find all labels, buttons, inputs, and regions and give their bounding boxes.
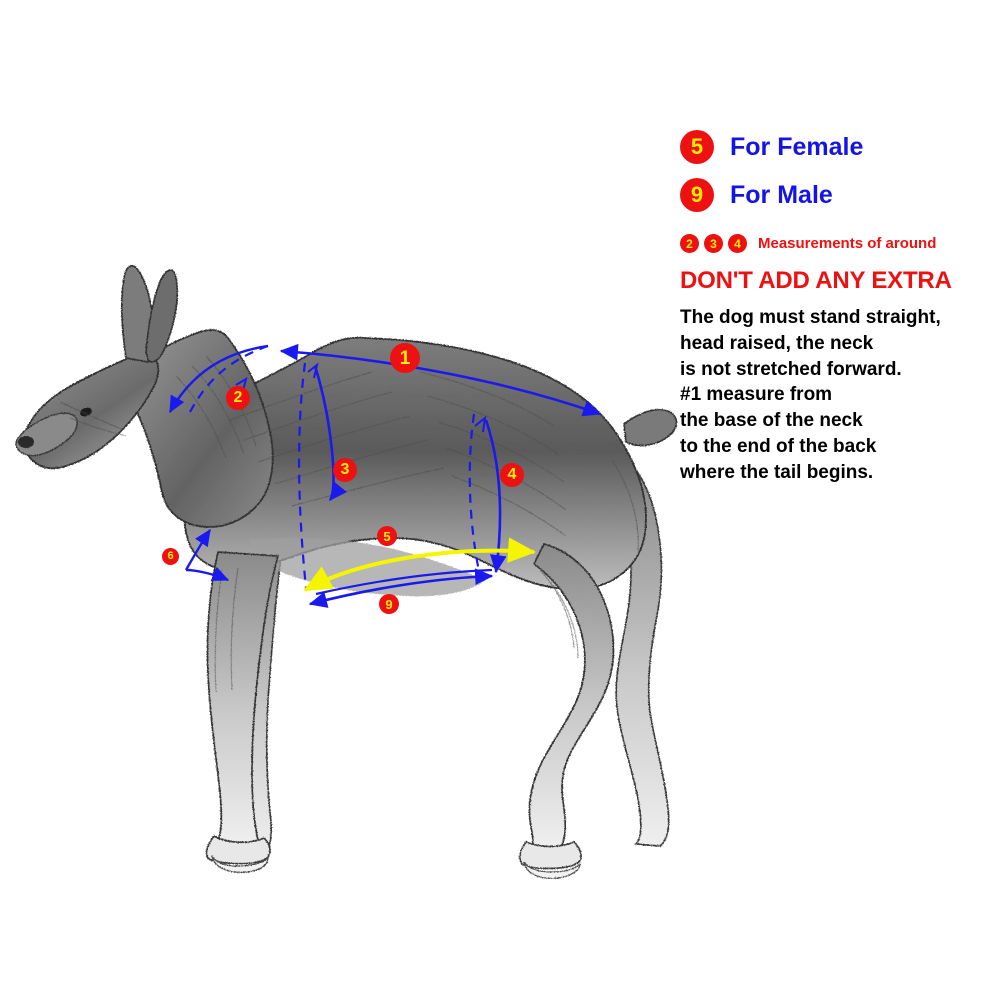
legend-item-male [680,178,1000,212]
note-line-1: The dog must stand straight, [680,307,941,328]
note-line-4: #1 measure from [680,384,833,406]
marker-5: 5 [377,526,397,546]
marker-6: 6 [162,548,179,565]
note-line-3: is not stretched forward. [680,358,902,380]
dog-illustration [0,140,760,880]
legend-item-female [680,130,1000,164]
legend-item-around [680,234,1000,253]
note-line-2: head raised, the neck [680,332,874,354]
warning-text: DON'T ADD ANY EXTRA [680,267,952,294]
legend-label-female: For Female [730,132,864,161]
legend-label-around: Measurements of around [758,235,937,252]
legend-label-male: For Male [730,180,833,209]
marker-4: 4 [500,463,524,487]
marker-2: 2 [226,386,250,410]
note-line-7: where the tail begins. [680,461,874,483]
legend-badge-4: 4 [728,234,747,253]
legend-badge-3: 3 [704,234,723,253]
marker-1: 1 [390,343,420,373]
dog-sketch-svg [0,140,760,880]
note-line-6: to the end of the back [680,436,877,458]
note-line-5: the base of the neck [680,410,863,432]
legend-badge-9: 9 [680,178,714,212]
instruction-notes [680,305,1000,486]
legend-badge-2: 2 [680,234,699,253]
legend-badge-5: 5 [680,130,714,164]
marker-3: 3 [333,458,357,482]
marker-9: 9 [379,594,399,614]
legend-panel [680,130,1000,486]
